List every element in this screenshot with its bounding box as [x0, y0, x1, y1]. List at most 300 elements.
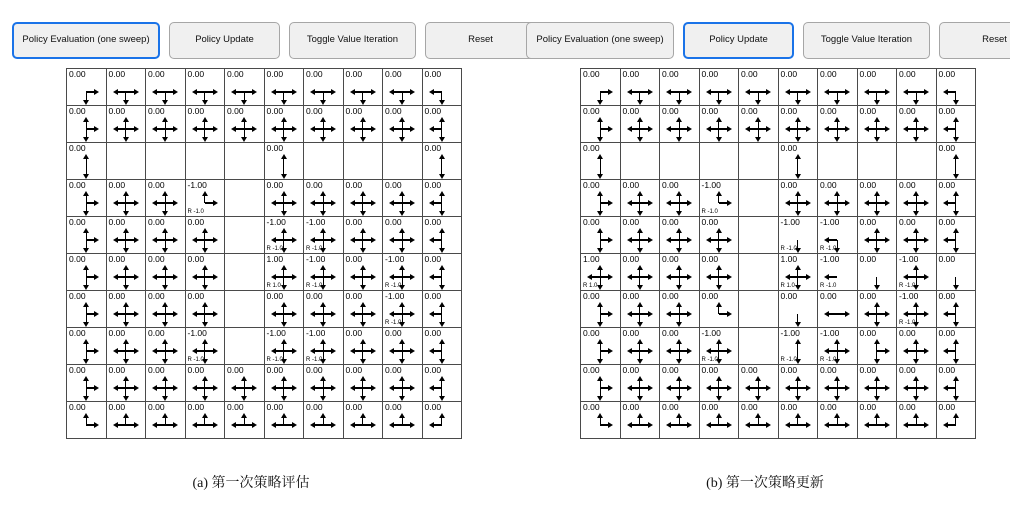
grid-cell[interactable]: [383, 402, 423, 439]
grid-cell[interactable]: [185, 291, 225, 328]
cell-policy-arrows: [383, 413, 422, 437]
grid-cell[interactable]: [818, 365, 858, 402]
grid-cell[interactable]: [699, 106, 739, 143]
cell-reward-label: R -1.0: [899, 320, 916, 326]
grid-cell-reward-negative[interactable]: [185, 328, 225, 365]
cell-value: 0.00: [108, 402, 126, 412]
grid-cell[interactable]: [422, 217, 462, 254]
grid-cell[interactable]: [146, 254, 186, 291]
grid-cell-wall[interactable]: [106, 143, 146, 180]
grid-cell[interactable]: [778, 365, 818, 402]
grid-cell[interactable]: [620, 106, 660, 143]
grid-cell-wall[interactable]: [897, 143, 937, 180]
cell-value: 0.00: [424, 254, 442, 264]
grid-cell[interactable]: [225, 402, 265, 439]
cell-value: 0.00: [345, 217, 363, 227]
grid-row: [67, 217, 462, 254]
grid-cell[interactable]: [660, 291, 700, 328]
grid-cell[interactable]: [620, 180, 660, 217]
grid-cell[interactable]: [857, 328, 897, 365]
grid-cell[interactable]: [699, 291, 739, 328]
grid-cell[interactable]: [581, 69, 621, 106]
grid-cell[interactable]: [936, 143, 976, 180]
cell-policy-arrows: [700, 302, 739, 326]
cell-value: 0.00: [662, 69, 679, 79]
grid-cell-reward-positive[interactable]: [264, 254, 304, 291]
grid-cell-wall[interactable]: [225, 328, 265, 365]
grid-cell[interactable]: [422, 180, 462, 217]
grid-cell[interactable]: [739, 106, 779, 143]
grid-cell[interactable]: [422, 69, 462, 106]
grid-cell[interactable]: [897, 402, 937, 439]
toggle-value-iteration-button[interactable]: Toggle Value Iteration: [289, 22, 416, 59]
panel-policy-evaluation: [6, 0, 496, 515]
grid-cell[interactable]: [343, 180, 383, 217]
cell-policy-arrows: [581, 228, 620, 252]
grid-cell[interactable]: [857, 291, 897, 328]
grid-cell-reward-negative[interactable]: [818, 254, 858, 291]
cell-value: 0.00: [306, 106, 323, 116]
grid-cell[interactable]: [857, 365, 897, 402]
grid-cell[interactable]: [146, 69, 186, 106]
cell-value: 0.00: [622, 328, 640, 338]
grid-cell-wall[interactable]: [304, 143, 344, 180]
grid-cell[interactable]: [936, 180, 976, 217]
cell-value: 0.00: [187, 365, 205, 375]
grid-cell[interactable]: [857, 69, 897, 106]
grid-cell[interactable]: [660, 69, 700, 106]
grid-cell-reward-negative[interactable]: [185, 180, 225, 217]
grid-cell[interactable]: [936, 106, 976, 143]
grid-cell[interactable]: [106, 254, 146, 291]
grid-cell[interactable]: [106, 328, 146, 365]
cell-reward-label: R -1.0: [266, 357, 283, 363]
grid-cell[interactable]: [818, 106, 858, 143]
grid-cell[interactable]: [422, 254, 462, 291]
grid-cell[interactable]: [897, 328, 937, 365]
cell-value: 0.00: [148, 291, 165, 301]
grid-cell-wall[interactable]: [225, 217, 265, 254]
grid-cell[interactable]: [778, 180, 818, 217]
policy-update-button[interactable]: Policy Update: [169, 22, 280, 59]
cell-value: 0.00: [424, 143, 442, 153]
grid-cell-wall[interactable]: [818, 143, 858, 180]
grid-cell-reward-negative[interactable]: [778, 217, 818, 254]
grid-cell[interactable]: [106, 180, 146, 217]
cell-value: 0.00: [385, 106, 402, 116]
cell-value: 0.00: [385, 217, 402, 227]
grid-cell[interactable]: [699, 69, 739, 106]
grid-cell-wall[interactable]: [225, 254, 265, 291]
grid-cell[interactable]: [818, 402, 858, 439]
grid-cell[interactable]: [660, 402, 700, 439]
grid-cell-reward-negative[interactable]: [383, 254, 423, 291]
grid-cell[interactable]: [304, 402, 344, 439]
grid-cell[interactable]: [106, 291, 146, 328]
grid-cell-wall[interactable]: [225, 143, 265, 180]
grid-cell[interactable]: [857, 180, 897, 217]
cell-policy-arrows: [304, 413, 343, 437]
grid-cell[interactable]: [343, 106, 383, 143]
grid-cell[interactable]: [660, 180, 700, 217]
grid-cell[interactable]: [581, 143, 621, 180]
cell-policy-arrows: [779, 302, 818, 326]
grid-cell[interactable]: [422, 143, 462, 180]
reset-button[interactable]: Reset: [425, 22, 536, 59]
grid-row: [67, 180, 462, 217]
grid-cell[interactable]: [304, 365, 344, 402]
grid-cell[interactable]: [106, 217, 146, 254]
cell-value: 0.00: [69, 254, 86, 264]
grid-cell[interactable]: [660, 254, 700, 291]
cell-value: 0.00: [424, 217, 442, 227]
grid-cell[interactable]: [581, 402, 621, 439]
cell-value: 0.00: [820, 402, 837, 412]
grid-cell-reward-negative[interactable]: [304, 217, 344, 254]
grid-cell[interactable]: [897, 69, 937, 106]
grid-cell[interactable]: [897, 217, 937, 254]
grid-cell[interactable]: [383, 106, 423, 143]
grid-cell[interactable]: [422, 291, 462, 328]
grid-cell[interactable]: [146, 106, 186, 143]
grid-cell[interactable]: [146, 402, 186, 439]
grid-cell[interactable]: [264, 365, 304, 402]
cell-value: -1.00: [899, 254, 919, 264]
grid-cell[interactable]: [343, 402, 383, 439]
cell-value: -1.00: [385, 254, 405, 264]
cell-policy-arrows: [344, 80, 383, 104]
grid-cell[interactable]: [67, 217, 107, 254]
cell-value: 0.00: [187, 254, 205, 264]
grid-cell[interactable]: [422, 402, 462, 439]
grid-cell[interactable]: [185, 402, 225, 439]
cell-value: 0.00: [741, 69, 758, 79]
policy-evaluation-button[interactable]: Policy Evaluation (one sweep): [526, 22, 674, 59]
cell-policy-arrows: [937, 117, 976, 141]
grid-cell[interactable]: [383, 217, 423, 254]
cell-value: 0.00: [662, 402, 679, 412]
grid-cell[interactable]: [106, 365, 146, 402]
grid-cell[interactable]: [778, 402, 818, 439]
grid-cell-reward-negative[interactable]: [818, 328, 858, 365]
grid-cell-wall[interactable]: [620, 143, 660, 180]
grid-cell[interactable]: [264, 180, 304, 217]
grid-cell[interactable]: [185, 254, 225, 291]
cell-value: 0.00: [938, 254, 956, 264]
grid-cell[interactable]: [660, 365, 700, 402]
grid-cell[interactable]: [818, 69, 858, 106]
cell-value: 0.00: [187, 69, 205, 79]
grid-cell[interactable]: [304, 180, 344, 217]
grid-cell-wall[interactable]: [660, 143, 700, 180]
grid-cell[interactable]: [857, 106, 897, 143]
cell-value: 0.00: [938, 365, 956, 375]
grid-cell-wall[interactable]: [185, 143, 225, 180]
grid-cell[interactable]: [185, 217, 225, 254]
grid-cell[interactable]: [225, 365, 265, 402]
grid-cell[interactable]: [739, 69, 779, 106]
grid-cell[interactable]: [304, 291, 344, 328]
cell-value: 0.00: [266, 106, 284, 116]
grid-cell[interactable]: [739, 365, 779, 402]
grid-cell[interactable]: [225, 106, 265, 143]
grid-cell-reward-negative[interactable]: [264, 328, 304, 365]
grid-cell-reward-negative[interactable]: [304, 254, 344, 291]
grid-cell[interactable]: [343, 328, 383, 365]
cell-value: 0.00: [187, 402, 205, 412]
grid-cell[interactable]: [343, 69, 383, 106]
cell-value: 0.00: [69, 217, 86, 227]
grid-cell[interactable]: [660, 217, 700, 254]
grid-cell[interactable]: [383, 365, 423, 402]
grid-cell[interactable]: [581, 217, 621, 254]
grid-cell[interactable]: [778, 106, 818, 143]
grid-cell[interactable]: [422, 106, 462, 143]
grid-row: [581, 254, 976, 291]
cell-policy-arrows: [344, 302, 383, 326]
grid-cell[interactable]: [581, 365, 621, 402]
cell-policy-arrows: [146, 376, 185, 400]
policy-evaluation-button[interactable]: Policy Evaluation (one sweep): [12, 22, 160, 59]
grid-cell[interactable]: [343, 365, 383, 402]
grid-cell-reward-negative[interactable]: [818, 217, 858, 254]
cell-policy-arrows: [423, 265, 462, 289]
grid-cell[interactable]: [146, 291, 186, 328]
cell-value: 0.00: [780, 291, 798, 301]
grid-cell-wall[interactable]: [739, 217, 779, 254]
grid-row: [581, 365, 976, 402]
grid-cell[interactable]: [106, 69, 146, 106]
cell-policy-arrows: [700, 80, 739, 104]
grid-cell[interactable]: [67, 143, 107, 180]
grid-cell[interactable]: [818, 291, 858, 328]
cell-policy-arrows: [186, 376, 225, 400]
cell-policy-arrows: [186, 191, 225, 215]
cell-policy-arrows: [739, 376, 778, 400]
cell-policy-arrows: [818, 265, 857, 289]
grid-cell[interactable]: [146, 217, 186, 254]
grid-cell[interactable]: [660, 106, 700, 143]
grid-cell-reward-negative[interactable]: [897, 291, 937, 328]
grid-cell[interactable]: [185, 106, 225, 143]
cell-value: 0.00: [108, 69, 126, 79]
grid-cell-wall[interactable]: [225, 291, 265, 328]
grid-cell[interactable]: [778, 291, 818, 328]
grid-cell[interactable]: [185, 365, 225, 402]
cell-policy-arrows: [897, 191, 936, 215]
cell-policy-arrows: [423, 376, 462, 400]
grid-cell-wall[interactable]: [343, 143, 383, 180]
grid-cell[interactable]: [936, 365, 976, 402]
grid-cell[interactable]: [67, 328, 107, 365]
grid-cell[interactable]: [383, 328, 423, 365]
grid-cell[interactable]: [936, 217, 976, 254]
cell-policy-arrows: [660, 413, 699, 437]
grid-cell[interactable]: [936, 291, 976, 328]
cell-value: 0.00: [266, 69, 284, 79]
grid-cell[interactable]: [264, 291, 304, 328]
cell-policy-arrows: [146, 339, 185, 363]
cell-value: -1.00: [701, 180, 721, 190]
grid-cell[interactable]: [897, 180, 937, 217]
grid-cell[interactable]: [67, 254, 107, 291]
grid-cell[interactable]: [778, 69, 818, 106]
grid-cell-reward-negative[interactable]: [264, 217, 304, 254]
grid-cell[interactable]: [343, 254, 383, 291]
gridworld-left[interactable]: [66, 68, 462, 439]
grid-cell-reward-negative[interactable]: [699, 328, 739, 365]
grid-cell-reward-negative[interactable]: [304, 328, 344, 365]
grid-cell[interactable]: [936, 254, 976, 291]
cell-policy-arrows: [304, 228, 343, 252]
grid-cell[interactable]: [581, 180, 621, 217]
grid-cell[interactable]: [620, 291, 660, 328]
cell-value: 1.00: [780, 254, 798, 264]
grid-cell[interactable]: [699, 402, 739, 439]
grid-cell-reward-positive[interactable]: [581, 254, 621, 291]
cell-value: 0.00: [741, 365, 758, 375]
grid-cell-wall[interactable]: [857, 143, 897, 180]
cell-value: -1.00: [820, 254, 840, 264]
toggle-value-iteration-button[interactable]: Toggle Value Iteration: [803, 22, 930, 59]
cell-value: 0.00: [385, 365, 402, 375]
cell-policy-arrows: [186, 228, 225, 252]
grid-row: [581, 143, 976, 180]
grid-cell[interactable]: [699, 365, 739, 402]
grid-cell[interactable]: [620, 365, 660, 402]
grid-cell-reward-positive[interactable]: [778, 254, 818, 291]
cell-policy-arrows: [581, 80, 620, 104]
grid-cell[interactable]: [857, 254, 897, 291]
grid-cell[interactable]: [264, 143, 304, 180]
reset-button[interactable]: Reset: [939, 22, 1010, 59]
grid-cell[interactable]: [699, 254, 739, 291]
grid-cell[interactable]: [897, 106, 937, 143]
grid-cell-wall[interactable]: [739, 254, 779, 291]
cell-policy-arrows: [581, 376, 620, 400]
cell-reward-label: R -1.0: [820, 246, 837, 252]
cell-value: 0.00: [938, 180, 956, 190]
grid-cell[interactable]: [699, 217, 739, 254]
grid-cell[interactable]: [343, 291, 383, 328]
grid-cell-wall[interactable]: [739, 328, 779, 365]
grid-cell[interactable]: [383, 69, 423, 106]
grid-cell[interactable]: [67, 106, 107, 143]
grid-cell[interactable]: [146, 328, 186, 365]
grid-cell-reward-negative[interactable]: [897, 254, 937, 291]
grid-cell[interactable]: [264, 106, 304, 143]
grid-cell[interactable]: [106, 106, 146, 143]
grid-cell[interactable]: [422, 365, 462, 402]
grid-cell[interactable]: [67, 402, 107, 439]
grid-cell[interactable]: [581, 106, 621, 143]
grid-cell[interactable]: [897, 365, 937, 402]
grid-cell[interactable]: [778, 143, 818, 180]
grid-cell[interactable]: [67, 180, 107, 217]
grid-cell[interactable]: [422, 328, 462, 365]
cell-policy-arrows: [858, 265, 897, 289]
grid-cell[interactable]: [383, 180, 423, 217]
cell-value: 0.00: [899, 365, 916, 375]
grid-cell[interactable]: [857, 217, 897, 254]
grid-cell[interactable]: [67, 365, 107, 402]
grid-cell[interactable]: [857, 402, 897, 439]
grid-cell[interactable]: [304, 106, 344, 143]
grid-cell[interactable]: [660, 328, 700, 365]
cell-policy-arrows: [660, 376, 699, 400]
cell-value: 0.00: [69, 69, 86, 79]
cell-policy-arrows: [581, 117, 620, 141]
cell-value: 0.00: [622, 254, 640, 264]
grid-cell-wall[interactable]: [146, 143, 186, 180]
gridworld-right[interactable]: [580, 68, 976, 439]
cell-value: 0.00: [662, 291, 679, 301]
grid-cell[interactable]: [581, 328, 621, 365]
cell-value: 0.00: [306, 180, 323, 190]
grid-cell[interactable]: [106, 402, 146, 439]
cell-policy-arrows: [660, 191, 699, 215]
grid-cell[interactable]: [146, 365, 186, 402]
grid-row: [67, 328, 462, 365]
grid-cell-wall[interactable]: [739, 180, 779, 217]
grid-cell[interactable]: [620, 328, 660, 365]
grid-cell[interactable]: [620, 402, 660, 439]
grid-cell[interactable]: [620, 254, 660, 291]
cell-value: 0.00: [148, 402, 165, 412]
grid-cell[interactable]: [225, 69, 265, 106]
grid-cell-wall[interactable]: [739, 291, 779, 328]
grid-cell[interactable]: [936, 328, 976, 365]
grid-cell-wall[interactable]: [739, 143, 779, 180]
grid-cell[interactable]: [264, 69, 304, 106]
cell-value: 0.00: [938, 143, 956, 153]
grid-cell[interactable]: [67, 69, 107, 106]
grid-row: [67, 106, 462, 143]
cell-policy-arrows: [67, 339, 106, 363]
cell-value: 0.00: [780, 143, 798, 153]
grid-cell[interactable]: [936, 69, 976, 106]
grid-cell[interactable]: [739, 402, 779, 439]
cell-reward-label: R 1.0: [780, 283, 795, 289]
grid-cell[interactable]: [185, 69, 225, 106]
grid-cell-reward-negative[interactable]: [699, 180, 739, 217]
cell-value: 0.00: [859, 328, 877, 338]
cell-policy-arrows: [107, 228, 146, 252]
grid-cell-reward-negative[interactable]: [383, 291, 423, 328]
grid-cell[interactable]: [146, 180, 186, 217]
grid-cell-wall[interactable]: [699, 143, 739, 180]
grid-cell-wall[interactable]: [225, 180, 265, 217]
grid-cell[interactable]: [581, 291, 621, 328]
grid-cell[interactable]: [67, 291, 107, 328]
grid-cell-wall[interactable]: [383, 143, 423, 180]
cell-policy-arrows: [779, 154, 818, 178]
grid-cell[interactable]: [620, 69, 660, 106]
cell-value: 0.00: [938, 328, 956, 338]
cell-value: 0.00: [583, 217, 600, 227]
cell-policy-arrows: [423, 302, 462, 326]
grid-cell[interactable]: [264, 402, 304, 439]
grid-cell[interactable]: [620, 217, 660, 254]
grid-cell-reward-negative[interactable]: [778, 328, 818, 365]
policy-update-button[interactable]: Policy Update: [683, 22, 794, 59]
grid-cell[interactable]: [818, 180, 858, 217]
grid-cell[interactable]: [343, 217, 383, 254]
cell-policy-arrows: [700, 339, 739, 363]
grid-cell[interactable]: [304, 69, 344, 106]
cell-value: 0.00: [622, 217, 640, 227]
grid-cell[interactable]: [936, 402, 976, 439]
